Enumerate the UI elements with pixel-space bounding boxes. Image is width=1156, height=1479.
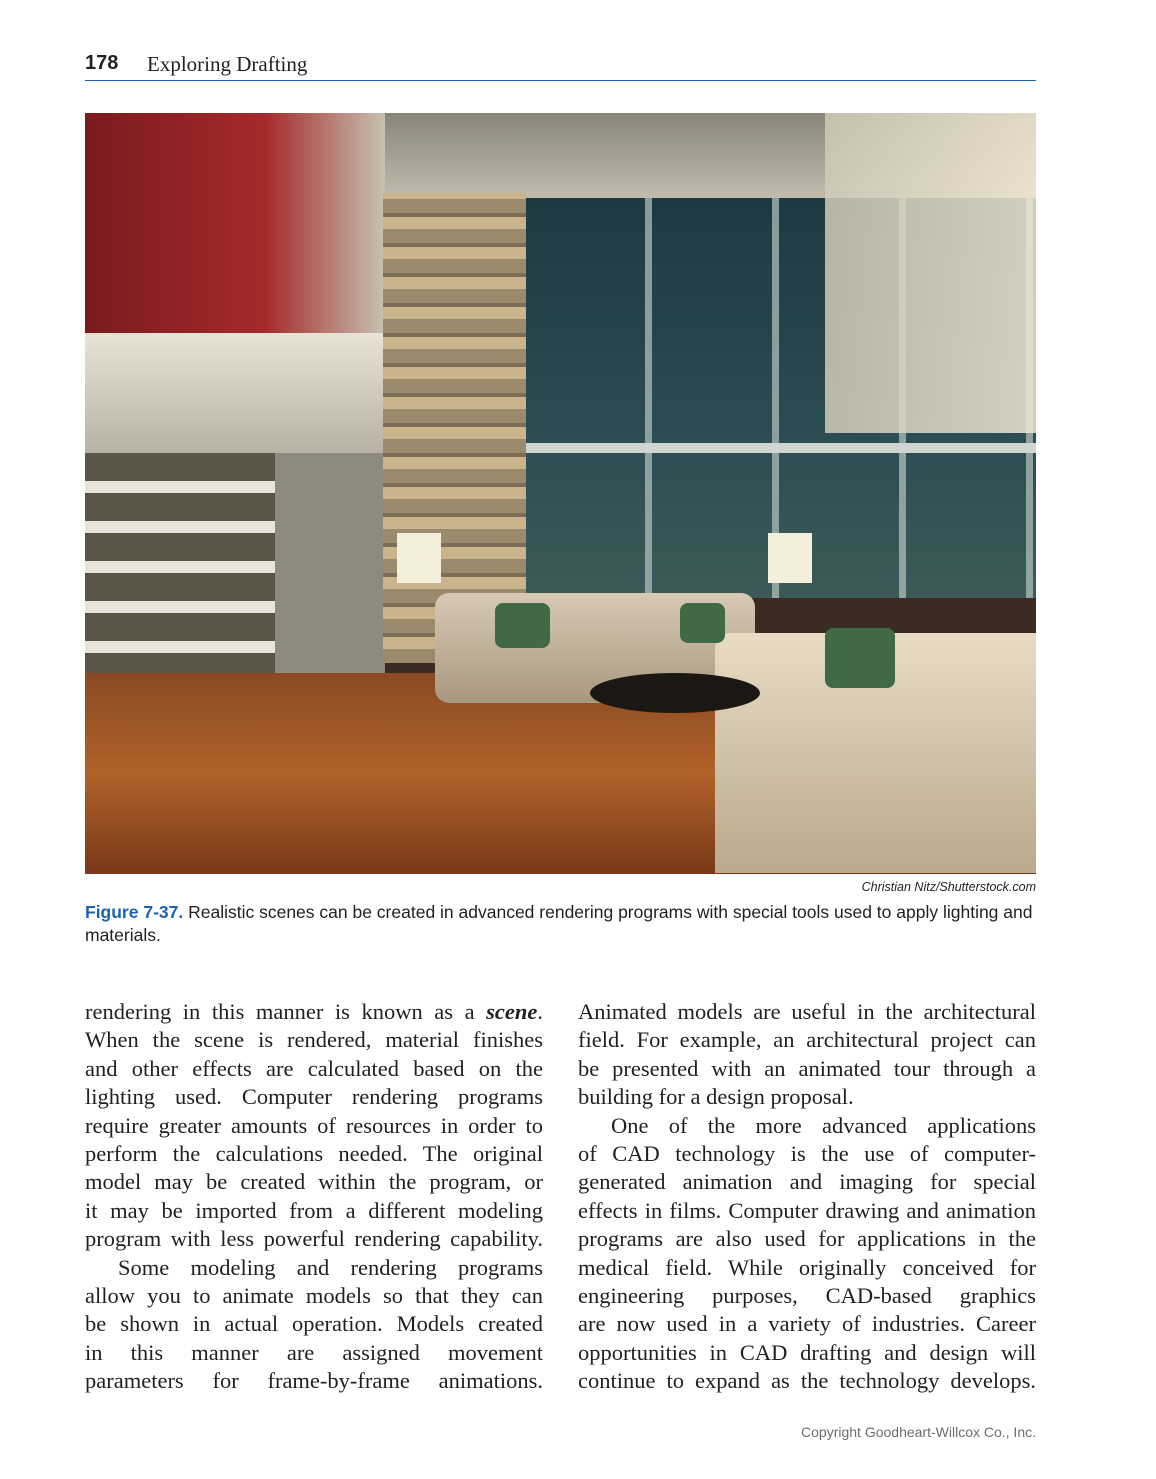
figure-label: Figure 7-37.	[85, 902, 184, 922]
text-line: model may be created within the program, or	[85, 1169, 543, 1195]
text-line: be shown in actual operation. Models created	[85, 1311, 543, 1337]
copyright-notice: Copyright Goodheart-Willcox Co., Inc.	[801, 1424, 1036, 1440]
text-line: parameters for frame-by-frame animations.	[85, 1368, 543, 1394]
text-line: lighting used. Computer rendering programs	[85, 1084, 543, 1110]
right-column	[578, 998, 1036, 1395]
text-line: are now used in a variety of industries. Career	[578, 1311, 1036, 1337]
text-line: effects in films. Computer drawing and animation	[578, 1197, 1036, 1223]
caption-text: Realistic scenes can be created in advanced rendering programs with special tools used to apply lighting and materials.	[85, 902, 1033, 945]
left-column	[85, 998, 543, 1395]
book-title: Exploring Drafting	[147, 52, 308, 76]
text-run: .	[537, 999, 543, 1024]
text-line: program with less powerful rendering capability.	[85, 1226, 543, 1252]
text-line: building for a design proposal.	[578, 1084, 854, 1110]
text-line: opportunities in CAD drafting and design will	[578, 1339, 1036, 1365]
key-term: scene	[486, 999, 538, 1024]
text-line: in this manner are assigned movement	[85, 1339, 543, 1365]
text-line: One of the more advanced applications	[611, 1112, 1036, 1138]
text-line: Animated models are useful in the architectural	[578, 999, 1036, 1024]
text-line: generated animation and imaging for special	[578, 1169, 1036, 1195]
text-line: programs are also used for applications in the	[578, 1226, 1036, 1252]
text-line: of CAD technology is the use of computer-	[578, 1140, 1036, 1166]
text-line: perform the calculations needed. The original	[85, 1140, 543, 1166]
text-line: require greater amounts of resources in order to	[85, 1112, 543, 1138]
photo-credit: Christian Nitz/Shutterstock.com	[861, 880, 1036, 894]
text-line: Some modeling and rendering programs	[118, 1254, 543, 1280]
text-line: engineering purposes, CAD-based graphics	[578, 1282, 1036, 1308]
text-line: medical field. While originally conceived for	[578, 1254, 1036, 1280]
text-line: be presented with an animated tour through a	[578, 1055, 1036, 1081]
text-line: When the scene is rendered, material finishes	[85, 1027, 543, 1053]
running-header	[85, 50, 1036, 81]
text-line: continue to expand as the technology develops.	[578, 1368, 1036, 1394]
figure-caption	[85, 901, 1036, 947]
text-line: field. For example, an architectural project can	[578, 1027, 1036, 1053]
text-line: it may be imported from a different modeling	[85, 1197, 543, 1223]
interior-rendering-photo	[85, 113, 1036, 874]
text-line: allow you to animate models so that they can	[85, 1282, 543, 1308]
text-line: and other effects are calculated based on the	[85, 1055, 543, 1081]
text-run: rendering in this manner is known as a	[85, 999, 487, 1024]
text-line	[85, 998, 543, 1026]
page-number: 178	[85, 52, 119, 74]
